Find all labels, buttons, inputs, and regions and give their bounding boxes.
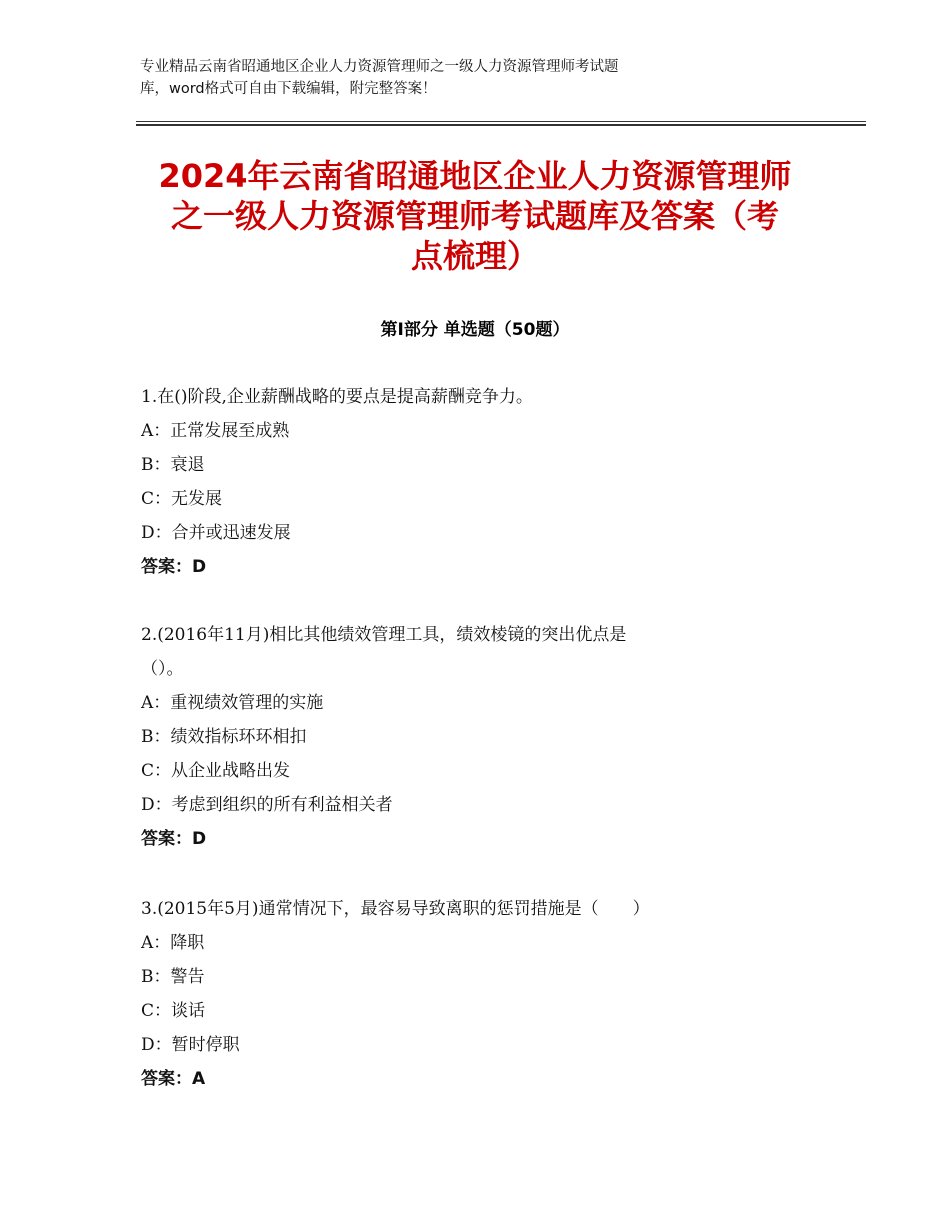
- answer: 答案：D: [141, 829, 207, 849]
- option-b: B：绩效指标环环相扣: [141, 727, 307, 747]
- header-note: [140, 56, 780, 100]
- option-d: D：暂时停职: [141, 1035, 240, 1055]
- option-b: B：警告: [141, 967, 205, 987]
- option-d: D：合并或迅速发展: [141, 523, 291, 543]
- question-2: [141, 618, 821, 856]
- option-c: C：从企业战略出发: [141, 761, 291, 781]
- document-title: [120, 156, 830, 276]
- option-b: B：衰退: [141, 455, 205, 475]
- question-stem: 3.(2015年5月)通常情况下，最容易导致离职的惩罚措施是（ ）: [141, 899, 650, 919]
- option-c: C：无发展: [141, 489, 223, 509]
- option-a: A：重视绩效管理的实施: [141, 693, 324, 713]
- answer: 答案：A: [141, 1069, 206, 1089]
- question-1: [141, 380, 821, 584]
- question-3: [141, 892, 821, 1096]
- header-divider: [136, 121, 866, 122]
- title-line: 点梳理）: [410, 237, 539, 275]
- header-note-line: 专业精品云南省昭通地区企业人力资源管理师之一级人力资源管理师考试题: [140, 59, 619, 75]
- option-a: A：正常发展至成熟: [141, 421, 290, 441]
- answer: 答案：D: [141, 557, 207, 577]
- section-heading: 第Ⅰ部分 单选题（50题）: [380, 320, 570, 340]
- option-c: C：谈话: [141, 1001, 206, 1021]
- header-note-line: 库，word格式可自由下载编辑，附完整答案！: [140, 81, 437, 97]
- title-line: 之一级人力资源管理师考试题库及答案（考: [170, 197, 779, 235]
- question-stem-continued: （）。: [141, 659, 184, 679]
- title-line: 2024年云南省昭通地区企业人力资源管理师: [158, 157, 792, 195]
- question-stem: 1.在()阶段,企业薪酬战略的要点是提高薪酬竞争力。: [141, 387, 533, 407]
- header-divider: [136, 124, 866, 126]
- option-a: A：降职: [141, 933, 205, 953]
- question-stem: 2.(2016年11月)相比其他绩效管理工具，绩效棱镜的突出优点是: [141, 625, 627, 645]
- option-d: D：考虑到组织的所有利益相关者: [141, 795, 393, 815]
